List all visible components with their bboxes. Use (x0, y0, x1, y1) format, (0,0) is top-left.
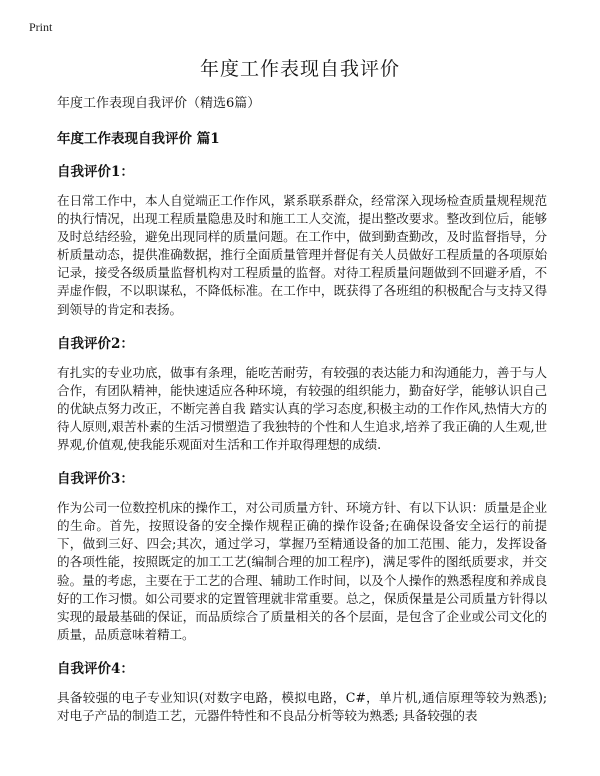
evaluation-text-1: 在日常工作中，本人自觉端正工作作风，紧系联系群众，经常深入现场检查质量规程规范的执行情况，出现工程质量隐患及时和施工工人交流，提出整改要求。整改到位后，能够及时总结经验，避免出现同样的质量问题。在工作中，做到勤查勤改，及时监督指导，分析质量动态，提供准确数据，推行全面质量管理并督促有关人员做好工程质量的各项原始记录，接受各级质量监督机构对工程质量的监督。对待工程质量问题做到不回避矛盾，不弄虚作假，不以职谋私，不降低标准。在工作中，既获得了各班组的积极配合与支持又得到领导的肯定和表扬。 (57, 193, 547, 317)
document-body (57, 92, 547, 738)
evaluation-text-3: 作为公司一位数控机床的操作工，对公司质量方针、环境方针、有以下认识：质量是企业的生命。首先，按照设备的安全操作规程正确的操作设备;在确保设备安全运行的前提下，做到三好、四会;其次，通过学习，掌握乃至精通设备的加工范围、能力，发挥设备的各项性能，按照既定的加工工艺(编制合理的加工程序)，满足零件的图纸质要求，并交验。量的考虑，主要在于工艺的合理、辅助工作时间，以及个人操作的熟悉程度和养成良好的工作习惯。如公司要求的定置管理就非常重要。总之，保质保量是公司质量方针得以实现的最最基础的保证，而品质综合了质量相关的各个层面，是包含了企业或公司文化的质量，品质意味着精工。 (57, 500, 547, 642)
evaluation-label-1: 自我评价1： (57, 164, 134, 180)
evaluation-text-2: 有扎实的专业功底，做事有条理，能吃苦耐劳，有较强的表达能力和沟通能力，善于与人合作，有团队精神，能快速适应各种环境，有较强的组织能力，勤奋好学，能够认识自己的优缺点努力改正，不断完善自我 踏实认真的学习态度,积极主动的工作作风,热情大方的待人原则,艰苦朴素的生活习惯塑造了我独特的个性和人生追求,培养了我正确的人生观,世界观,价值观,使我能乐观面对生活和工作并取得理想的成绩. (57, 364, 547, 453)
evaluation-label-2: 自我评价2： (57, 335, 134, 352)
evaluation-label-3: 自我评价3： (57, 471, 134, 488)
document-subtitle: 年度工作表现自我评价（精选6篇） (57, 96, 261, 111)
section-heading: 年度工作表现自我评价 篇1 (57, 131, 220, 147)
evaluation-text-4: 具备较强的电子专业知识(对数字电路，模拟电路，C#，单片机,通信原理等较为熟悉); 对电子产品的制造工艺，元器件特性和不良品分析等较为熟悉; 具备较强的表 (57, 689, 547, 723)
document-title: 年度工作表现自我评价 (199, 58, 400, 80)
evaluation-label-4: 自我评价4： (57, 660, 134, 677)
print-link[interactable]: Print (29, 20, 53, 34)
